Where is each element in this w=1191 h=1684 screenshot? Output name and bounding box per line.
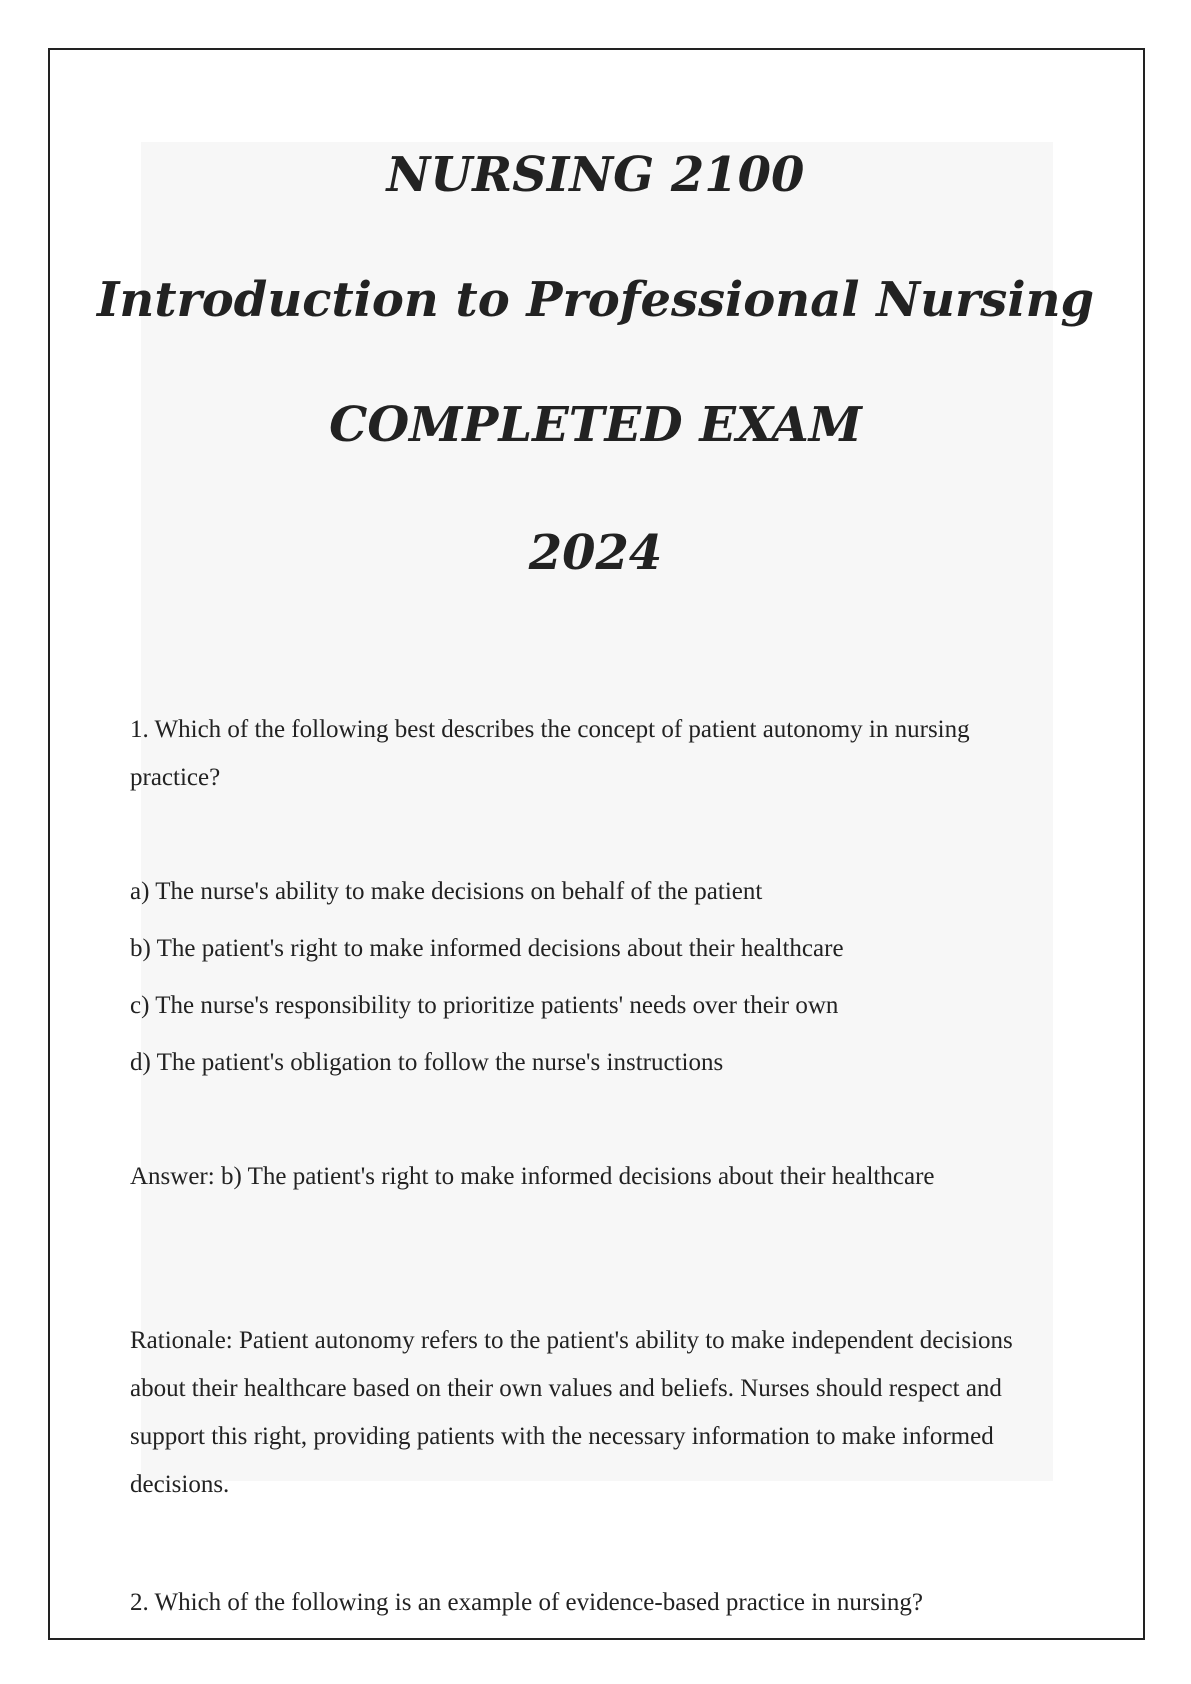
question-1-prompt: 1. Which of the following best describes the concept of patient autonomy in nursing practice?: [130, 716, 970, 791]
exam-year: 2024: [528, 525, 663, 581]
question-1-option-b: b) The patient's right to make informed decisions about their healthcare: [130, 935, 844, 962]
course-code: NURSING 2100: [386, 147, 805, 203]
course-title: Introduction to Professional Nursing: [96, 272, 1095, 328]
question-1-option-d: d) The patient's obligation to follow the nurse's instructions: [130, 1049, 724, 1076]
question-2-prompt: 2. Which of the following is an example of evidence-based practice in nursing?: [130, 1589, 924, 1616]
question-1-rationale: Rationale: Patient autonomy refers to the patient's ability to make independent decisions about their healthcare based on their own values and beliefs. Nurses should respect and support this right, providing patients with the necessary information to make informed decisions.: [130, 1327, 1013, 1498]
question-1-option-c: c) The nurse's responsibility to prioritize patients' needs over their own: [130, 992, 839, 1019]
question-1-answer: Answer: b) The patient's right to make informed decisions about their healthcare: [130, 1163, 935, 1190]
exam-subtitle: COMPLETED EXAM: [329, 397, 862, 453]
question-1-option-a: a) The nurse's ability to make decisions on behalf of the patient: [130, 878, 763, 905]
shaded-background: [141, 142, 1053, 1481]
